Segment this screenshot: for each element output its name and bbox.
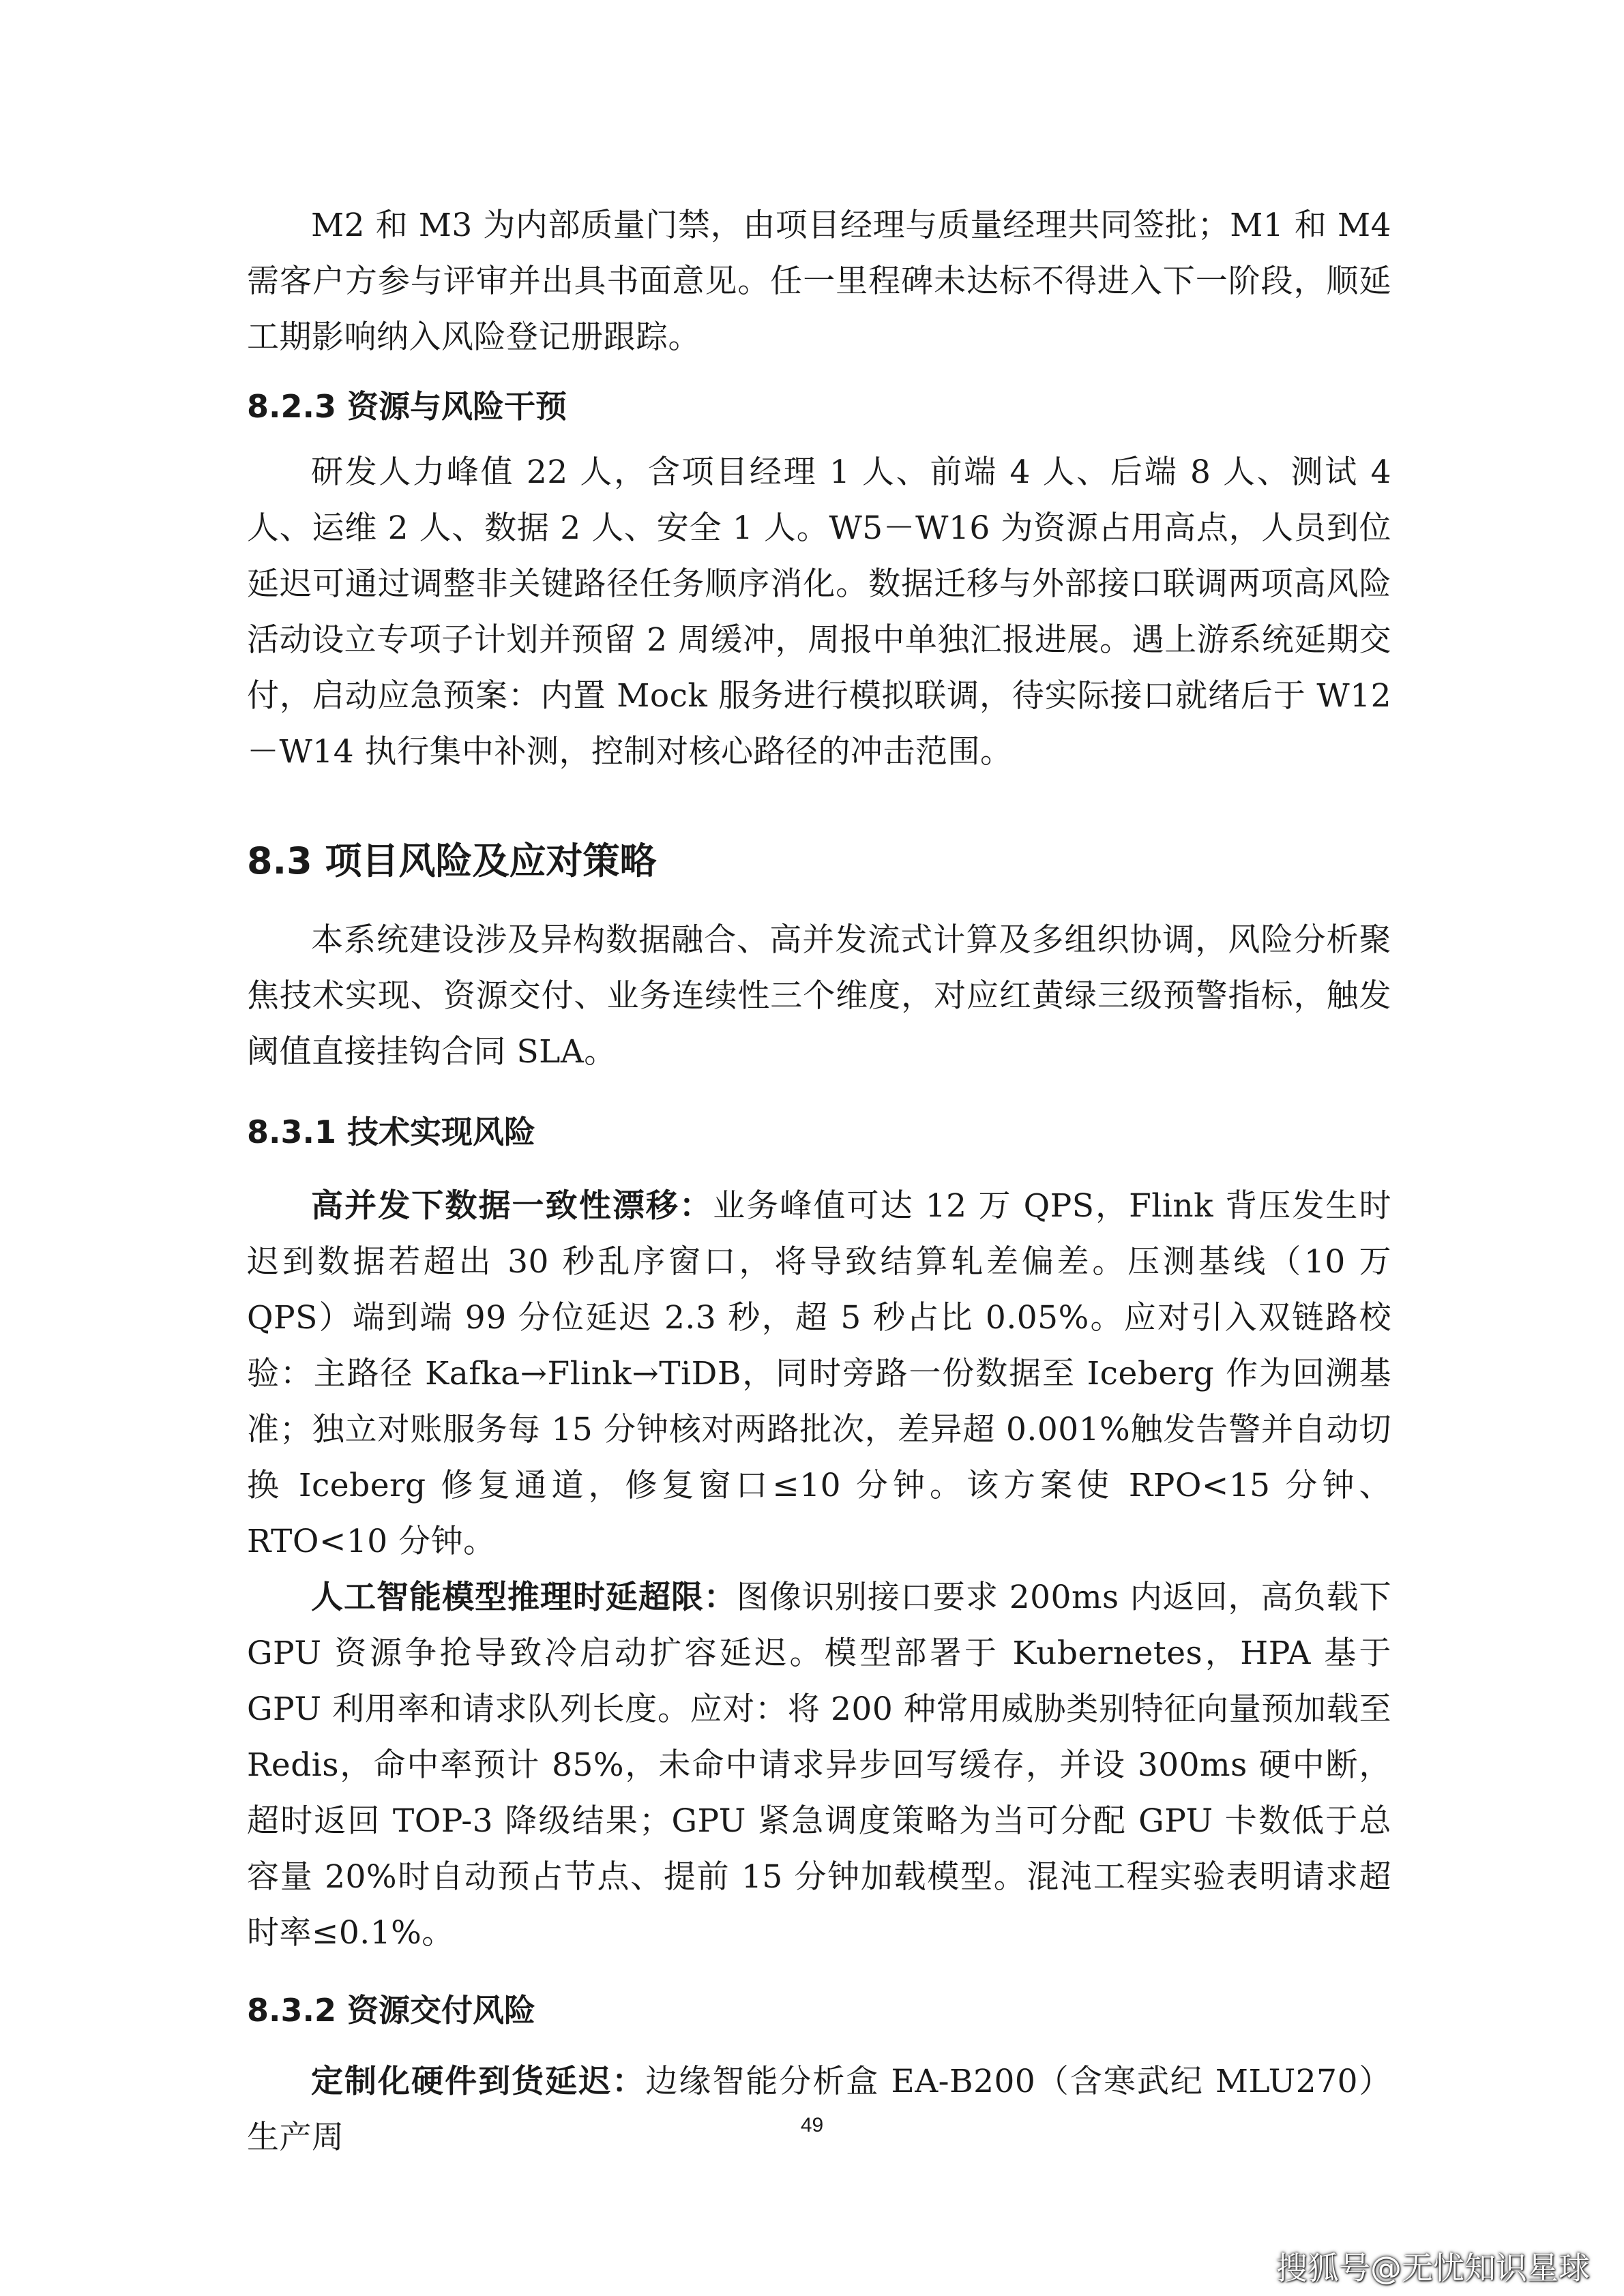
risk-lead-consistency: 高并发下数据一致性漂移： — [311, 1187, 713, 1225]
risk-body-inference: 图像识别接口要求 200ms 内返回，高负载下 GPU 资源争抢导致冷启动扩容延迟。模型部署于 Kubernetes，HPA 基于 GPU 利用率和请求队列长度。应对：将 200 种常用威胁类别特征向量预加载至 Redis，命中率预计 85%，未命中请求异步回写缓存，并设 300ms 硬中断，超时返回 TOP-3 降级结果；GPU 紧急调度策略为当可分配 GPU 卡数低于总容量 20%时自动预占节点、提前 15 分钟加载模型。混沌工程实验表明请求超时率≤0.1%。 — [247, 1579, 1392, 1952]
heading-8-2-3: 8.2.3 资源与风险干预 — [247, 388, 567, 425]
paragraph-risk-hardware — [247, 2054, 1391, 2166]
risk-lead-inference: 人工智能模型推理时延超限： — [311, 1579, 737, 1616]
heading-8-3: 8.3 项目风险及应对策略 — [247, 839, 657, 882]
watermark: 搜狐号@无忧知识星球 — [1276, 2250, 1590, 2286]
risk-body-hardware: 边缘智能分析盒 EA-B200（含寒武纪 MLU270）生产周 — [247, 2063, 1392, 2156]
paragraph-8-3: 本系统建设涉及异构数据融合、高并发流式计算及多组织协调，风险分析聚焦技术实现、资源交付、业务连续性三个维度，对应红黄绿三级预警指标，触发阈值直接挂钩合同 SLA。 — [247, 921, 1391, 1071]
heading-8-3-1: 8.3.1 技术实现风险 — [247, 1114, 535, 1150]
page-number: 49 — [800, 2114, 824, 2136]
paragraph-risk-consistency — [247, 1178, 1391, 1570]
document-body — [247, 198, 1391, 2166]
paragraph-8-2-3: 研发人力峰值 22 人，含项目经理 1 人、前端 4 人、后端 8 人、测试 4 人、运维 2 人、数据 2 人、安全 1 人。W5－W16 为资源占用高点，人员到位延迟可通过调整非关键路径任务顺序消化。数据迁移与外部接口联调两项高风险活动设立专项子计划并预留 2 周缓冲，周报中单独汇报进展。遇上游系统延期交付，启动应急预案：内置 Mock 服务进行模拟联调，待实际接口就绪后于 W12－W14 执行集中补测，控制对核心路径的冲击范围。 — [247, 453, 1391, 771]
risk-body-consistency: 业务峰值可达 12 万 QPS，Flink 背压发生时迟到数据若超出 30 秒乱序窗口，将导致结算轧差偏差。压测基线（10 万 QPS）端到端 99 分位延迟 2.3 秒，超 5 秒占比 0.05%。应对引入双链路校验：主路径 Kafka→Flink→TiDB，同时旁路一份数据至 Iceberg 作为回溯基准；独立对账服务每 15 分钟核对两路批次，差异超 0.001%触发告警并自动切换 Iceberg 修复通道，修复窗口≤10 分钟。该方案使 RPO<15 分钟、RTO<10 分钟。 — [247, 1187, 1392, 1560]
continuation-paragraph: M2 和 M3 为内部质量门禁，由项目经理与质量经理共同签批；M1 和 M4 需客户方参与评审并出具书面意见。任一里程碑未达标不得进入下一阶段，顺延工期影响纳入风险登记册跟踪。 — [247, 207, 1391, 356]
heading-8-3-2: 8.3.2 资源交付风险 — [247, 1992, 535, 2029]
risk-lead-hardware: 定制化硬件到货延迟： — [311, 2063, 646, 2100]
paragraph-risk-inference — [247, 1570, 1391, 1961]
